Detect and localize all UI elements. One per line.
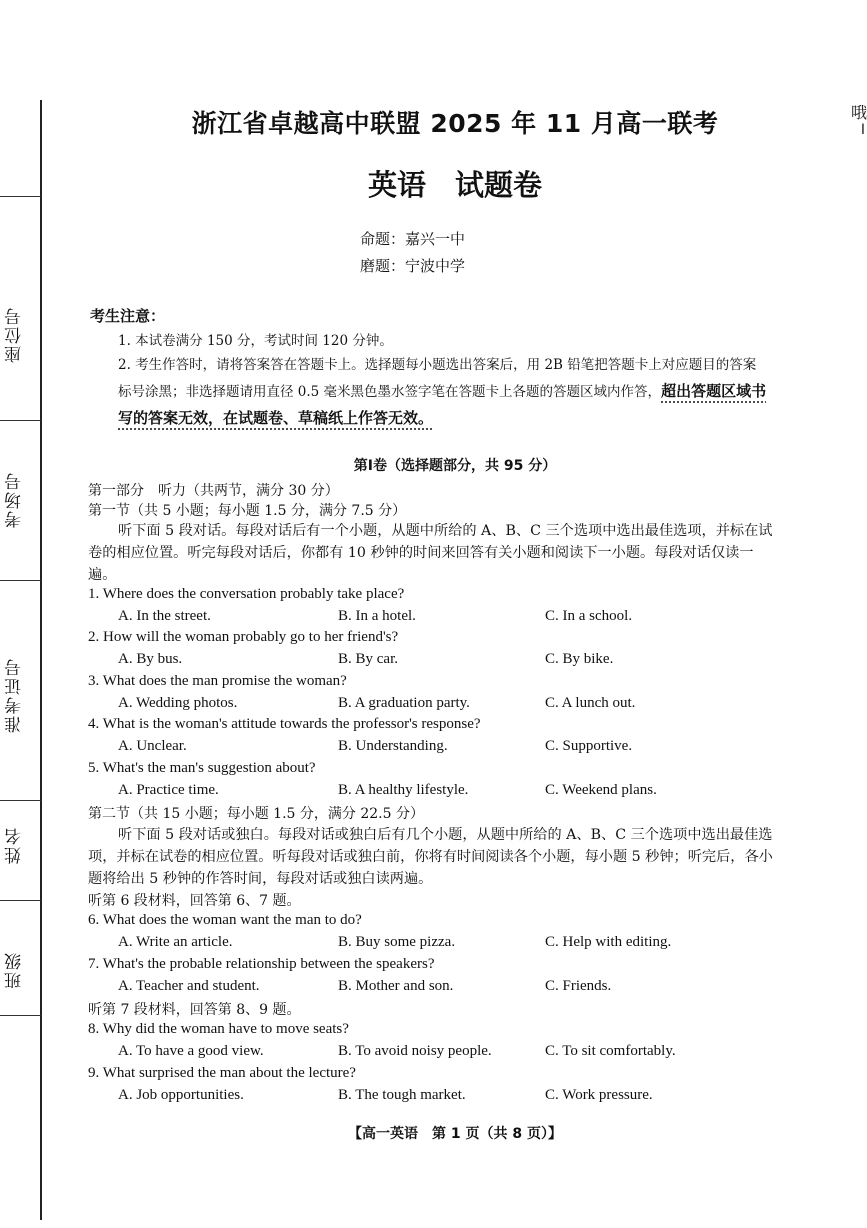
option-b: B. Mother and son. [338,978,454,994]
reviewer: 磨题：宁波中学 [360,257,466,275]
option-c: C. Help with editing. [545,934,672,950]
notice-emphasis: 超出答题区域书写的答案无效，在试题卷、草稿纸上作答无效。 [118,382,767,427]
admission-number-label: 准考证号 [5,657,25,733]
question: 7. What's the probable relationship between the speakers? [88,956,435,972]
edge-text: 哦 [850,103,867,122]
notice-text: 2. 考生作答时，请将答案答在答题卡上。选择题每小题选出答案后，用 2B 铅笔把答题卡上对应题目的答案标号涂黑；非选择题请用直径 0.5 毫米黑色墨水签字笔在答题卡上各题的答题区域内作答， [118,357,757,400]
option-b: B. In a hotel. [338,608,416,624]
section-instructions: 听下面 5 段对话。每段对话后有一个小题，从题中所给的 A、B、C 三个选项中选出最佳选项，并标在试卷的相应位置。听完每段对话后，你都有 10 秒钟的时间来回答有关小题和阅读下一小题。每段对话仅读一遍。 [88,523,773,583]
divider [0,420,41,421]
volume-heading: 第Ⅰ卷（选择题部分，共 95 分） [353,458,557,474]
option-c: C. Supportive. [545,738,633,754]
question: 4. What is the woman's attitude towards the professor's response? [88,716,481,732]
option-c: C. Friends. [545,978,612,994]
question: 1. Where does the conversation probably take place? [88,586,405,602]
option-c: C. In a school. [545,608,633,624]
divider [0,580,41,581]
option-a: A. Practice time. [118,782,219,798]
divider [0,1015,41,1016]
option-a: A. To have a good view. [118,1043,264,1059]
binding-line [40,100,42,1220]
question: 5. What's the man's suggestion about? [88,760,316,776]
material-heading: 听第 6 段材料，回答第 6、7 题。 [88,893,301,909]
option-b: B. Buy some pizza. [338,934,456,950]
exam-subtitle: 英语 试题卷 [367,168,542,202]
question: 6. What does the woman want the man to do? [88,912,362,928]
option-a: A. Write an article. [118,934,233,950]
question: 8. Why did the woman have to move seats? [88,1021,349,1037]
question: 9. What surprised the man about the lecture? [88,1065,356,1081]
setter: 命题：嘉兴一中 [360,230,466,248]
option-a: A. Wedding photos. [118,695,238,711]
option-b: B. A graduation party. [338,695,470,711]
option-a: A. By bus. [118,651,183,667]
notice-item: 1. 本试卷满分 150 分，考试时间 120 分钟。 [118,333,393,349]
section-instructions: 听下面 5 段对话或独白。每段对话或独白后有几个小题，从题中所给的 A、B、C 三个选项中选出最佳选项，并标在试卷的相应位置。听每段对话或独白前，你将有时间阅读各个小题，每小题 5 秒钟；听完后，各小题将给出 5 秒钟的作答时间，每段对话或独白读两遍。 [88,827,773,887]
part-heading: 第一部分 听力（共两节，满分 30 分） [88,483,339,499]
divider [0,900,41,901]
seat-number-label: 座位号 [5,306,25,364]
option-a: A. Job opportunities. [118,1087,244,1103]
exam-title: 浙江省卓越高中联盟 2025 年 11 月高一联考 [191,109,719,138]
option-a: A. In the street. [118,608,211,624]
option-a: A. Unclear. [118,738,187,754]
option-a: A. Teacher and student. [118,978,260,994]
edge-text: I [860,122,865,138]
notice-item [118,352,768,432]
name-label: 姓名 [5,826,25,864]
option-b: B. Understanding. [338,738,448,754]
notice-title: 考生注意： [90,307,166,325]
divider [0,196,41,197]
option-c: C. By bike. [545,651,614,667]
option-b: B. To avoid noisy people. [338,1043,492,1059]
material-heading: 听第 7 段材料，回答第 8、9 题。 [88,1002,301,1018]
option-c: C. Work pressure. [545,1087,653,1103]
exam-room-label: 考场号 [5,471,25,529]
question: 2. How will the woman probably go to her friend's? [88,629,399,645]
option-c: C. To sit comfortably. [545,1043,676,1059]
section-heading: 第一节（共 5 小题；每小题 1.5 分，满分 7.5 分） [88,503,407,519]
divider [0,800,41,801]
option-c: C. Weekend plans. [545,782,657,798]
option-c: C. A lunch out. [545,695,636,711]
option-b: B. A healthy lifestyle. [338,782,469,798]
class-label: 班级 [5,951,25,989]
page-footer: 【高一英语 第 1 页（共 8 页）】 [348,1126,562,1142]
option-b: B. The tough market. [338,1087,466,1103]
section-heading: 第二节（共 15 小题；每小题 1.5 分，满分 22.5 分） [88,806,424,822]
question: 3. What does the man promise the woman? [88,673,347,689]
binding-strip [0,0,44,1228]
option-b: B. By car. [338,651,398,667]
